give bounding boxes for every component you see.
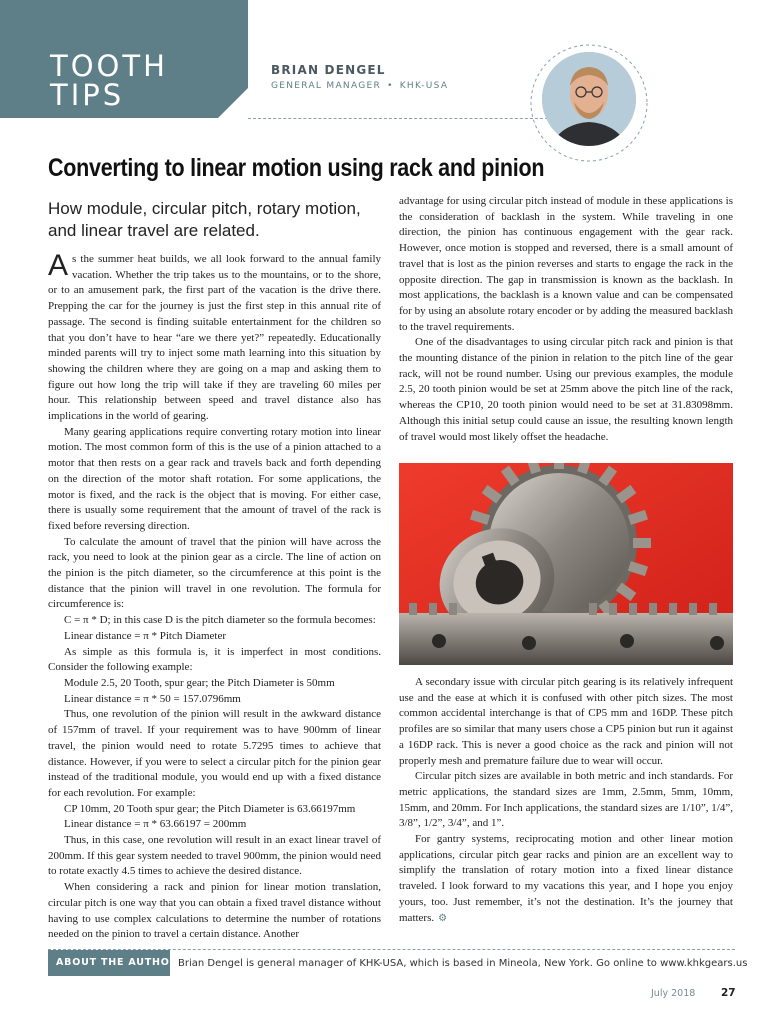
body-column-left xyxy=(48,249,381,943)
body-paragraph: advantage for using circular pitch instead of module in these applications is the consideration of backlash in the system. While traveling in one direction, the pinion has continuous engagement with the gear rack. However, once motion is stopped and reversed, there is a small amount of travel that is lost as the pinion reverses and starts to engage the rack in the opposite direction. The gap in transmission is known as the backlash. In most applications, the backlash is a known value and can be compensated for by using an absolute rotary encoder or by adding the measured backlash to the travel requirements. xyxy=(399,195,733,333)
author-name: BRIAN DENGEL xyxy=(271,63,386,77)
formula-line: CP 10mm, 20 Tooth spur gear; the Pitch Diameter is 63.66197mm xyxy=(64,802,356,815)
author-role-line xyxy=(271,81,448,91)
body-paragraph: Thus, in this case, one revolution will result in an exact linear travel of 200mm. If this gear system needed to travel 900mm, the pinion would need to rotate exactly 4.5 times to achieve the desired distance. xyxy=(48,834,381,878)
article-deck: How module, circular pitch, rotary motion, and linear travel are related. xyxy=(48,199,361,240)
author-company: KHK-USA xyxy=(399,81,449,91)
body-paragraph: Many gearing applications require converting rotary motion into linear motion. The most common form of this is the use of a pinion attached to a motor that then rests on a gear rack and travels back and forth depending on the direction of the motor shaft rotation. For some applications, the motor is fixed, and the rack is the object that is moving. For either case, there is usually some requirement that the amount of travel of the rack is fixed before reversing direction. xyxy=(48,425,381,532)
formula-line: Linear distance = π * 50 = 157.0796mm xyxy=(64,692,241,705)
section-title-line1: TOOTH xyxy=(50,49,168,83)
formula-line: C = π * D; in this case D is the pitch diameter so the formula becomes: xyxy=(64,614,376,627)
body-paragraph: A secondary issue with circular pitch gearing is its relatively infrequent use and the ease at which it is confused with other pitch sizes. The most common accidental interchange is that of CP5 mm and 16DP. These pitch profiles are so similar that many users chose a CP5 pinion but run it against a 16DP rack. This is never a good choice as the rack and pinion will not properly mesh and premature failure due to wear will occur. xyxy=(399,676,733,767)
article-headline: Converting to linear motion using rack and pinion xyxy=(48,154,545,182)
formula-line: Linear distance = π * 63.66197 = 200mm xyxy=(64,818,247,831)
body-column-right-bottom xyxy=(399,675,733,926)
formula-line: Module 2.5, 20 Tooth, spur gear; the Pitch Diameter is 50mm xyxy=(64,676,335,689)
body-paragraph: Thus, one revolution of the pinion will result in the awkward distance of 157mm of travel. If your requirement was to have 900mm of linear travel, the pinion would need to rotate 5.7295 times to achieve that distance. However, if you were to select a circular pitch for the pinion gear instead of the traditional module, you would end up with a fixed distance for each revolution. For example: xyxy=(48,708,381,799)
drop-cap: A xyxy=(48,249,69,282)
body-paragraph: One of the disadvantages to using circular pitch rack and pinion is that the mounting distance of the pinion in relation to the pitch line of the gear rack, will not be round number. Using our previous examples, the module 2.5, 20 tooth pinion would be set at 25mm above the pitch line of the rack, whereas the CP10, 20 tooth pinion would need to be set at 31.83098mm. Although this initial setup could cause an issue, the resulting known length of travel would most likely offset the headache. xyxy=(399,336,733,443)
rack-and-pinion-photo xyxy=(399,463,733,665)
body-paragraph: When considering a rack and pinion for linear motion translation, circular pitch is one way that you can obtain a fixed travel distance without having to use complex calculations to determine the number of rotations needed on the pinion to travel a certain distance. Another xyxy=(48,881,381,941)
header-divider xyxy=(248,118,553,119)
page-number: 27 xyxy=(721,987,736,999)
body-column-right-top xyxy=(399,194,733,445)
gear-end-mark-icon: ⚙ xyxy=(438,912,448,924)
issue-date: July 2018 xyxy=(651,988,696,999)
about-the-author-text: Brian Dengel is general manager of KHK-USA, which is based in Mineola, New York. Go online to www.khkgears.us xyxy=(178,958,748,969)
body-paragraph: As the summer heat builds, we all look forward to the annual family vacation. Whether the trip takes us to the mountains, or to the shore, or to an amusement park, the first part of the vacation is the drive there. Prepping the car for the journey is just the first step in this annual rite of passage. The second is finding suitable entertainment for the children so that you don’t have to hear “are we there yet?” repeatedly. Educationally minded parents will try to inject some math learning into this situation by showing the children where they are going on a map and asking them to figure out how long the trip will take if they are traveling 60 miles per hour. This relationship between speed and travel distance also has implications in the world of gearing. xyxy=(48,249,381,423)
about-the-author-badge xyxy=(48,950,178,976)
section-title xyxy=(50,49,168,112)
body-paragraph: Circular pitch sizes are available in both metric and inch standards. For metric applications, the standard sizes are 1mm, 2.5mm, 5mm, 10mm, 15mm, and 20mm. For Inch applications, the standard sizes are 1/10”, 1/4”, 3/8”, 1/2”, 3/4”, and 1”. xyxy=(399,770,733,830)
body-paragraph: As simple as this formula is, it is imperfect in most conditions. Consider the following example: xyxy=(48,645,381,674)
author-photo xyxy=(528,42,650,164)
about-the-author-label: ABOUT THE AUTHOR xyxy=(56,957,178,968)
body-paragraph: To calculate the amount of travel that the pinion will have across the rack, you need to look at the pinion gear as a circle. The line of action on the pinion is the pitch diameter, so the circumference at this point is the distance that the pinion will travel in one revolution. The formula for circumference is: xyxy=(48,535,381,611)
section-title-line2: TIPS xyxy=(50,78,125,112)
formula-line: Linear distance = π * Pitch Diameter xyxy=(64,629,227,642)
author-role: GENERAL MANAGER xyxy=(271,81,382,91)
separator-dot: • xyxy=(387,81,394,91)
body-paragraph: For gantry systems, reciprocating motion and other linear motion applications, circular pitch gear racks and pinion are an excellent way to simplify the translation of rotary motion into a fixed linear distance traveled. I look forward to my vacations this year, and I hope you enjoy yours, too. Just remember, it’s not the destination. It’s the journey that matters. ⚙ xyxy=(399,833,733,924)
